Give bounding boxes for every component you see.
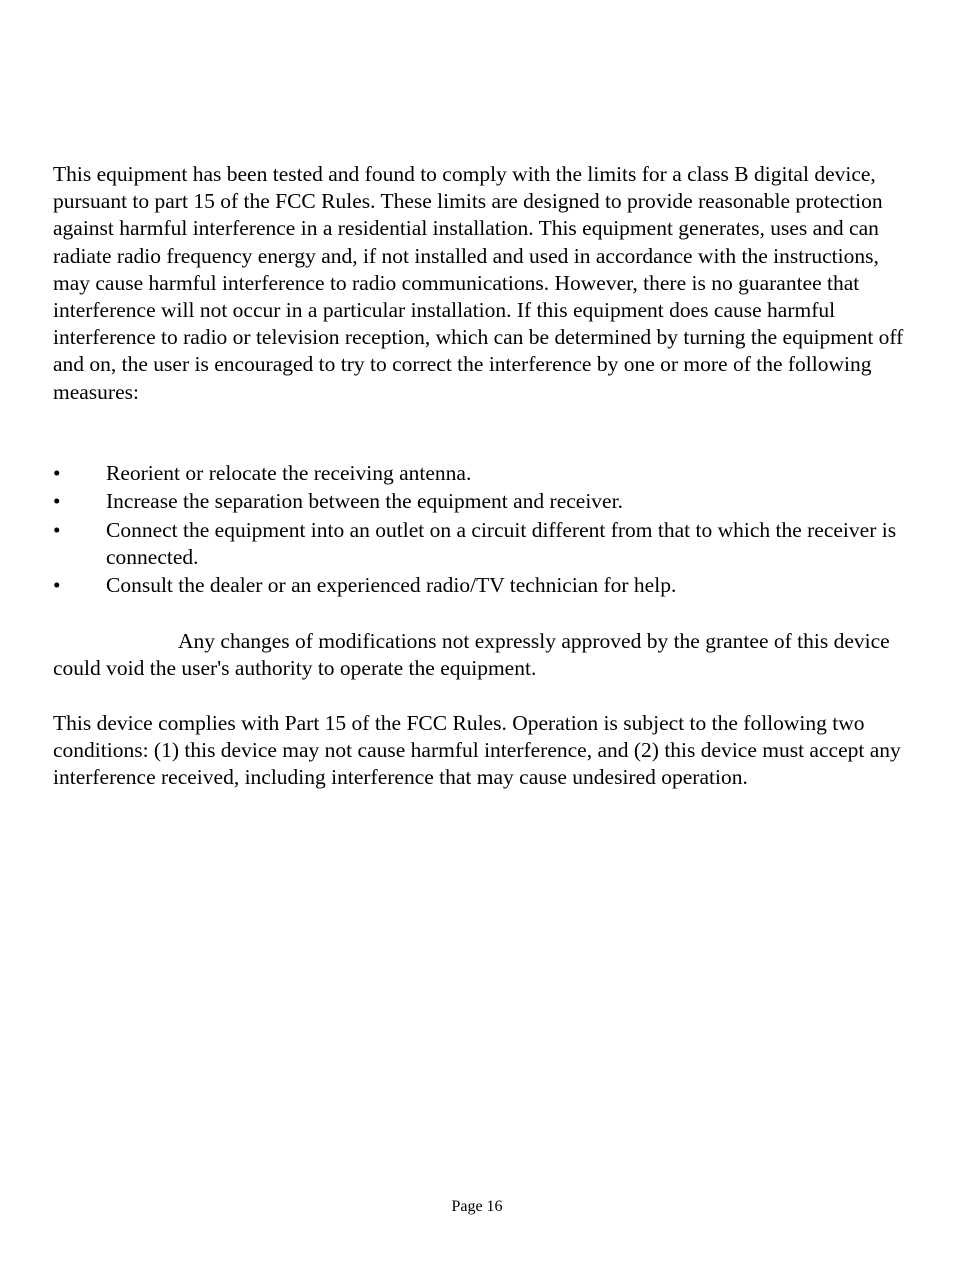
measures-list — [53, 460, 905, 601]
compliance-paragraph: This equipment has been tested and found to comply with the limits for a class B digital device, pursuant to part 15 of the FCC Rules. These limits are designed to provide reasonable protection against harmful interference in a residential installation. This equipment generates, uses and can radiate radio frequency energy and, if not installed and used in accordance with the instructions, may cause harmful interference to radio communications. However, there is no guarantee that interference will not occur in a particular installation. If this equipment does cause harmful interference to radio or television reception, which can be determined by turning the equipment off and on, the user is encouraged to try to correct the interference by one or more of the following measures: — [53, 162, 904, 404]
list-item-text: Connect the equipment into an outlet on a circuit different from that to which the receiver is connected. — [106, 517, 897, 569]
list-item — [53, 488, 905, 515]
list-item — [53, 572, 905, 599]
part15-conditions-paragraph: This device complies with Part 15 of the FCC Rules. Operation is subject to the following two conditions: (1) this device may not cause harmful interference, and (2) this device must accept any interference received, including interference that may cause undesired operation. — [53, 711, 901, 790]
list-item — [53, 460, 905, 487]
list-item-text: Consult the dealer or an experienced radio/TV technician for help. — [106, 573, 677, 598]
bullet-icon: • — [53, 573, 61, 598]
bullet-icon: • — [53, 489, 61, 514]
list-item-text: Increase the separation between the equipment and receiver. — [106, 489, 623, 514]
bullet-icon: • — [53, 517, 61, 542]
list-item-text: Reorient or relocate the receiving antenna. — [106, 461, 472, 485]
page-number: Page 16 — [451, 1198, 503, 1215]
modifications-paragraph: Any changes of modifications not expressly approved by the grantee of this device could void the user's authority to operate the equipment. — [53, 629, 890, 681]
list-item — [53, 517, 905, 571]
bullet-icon: • — [53, 461, 61, 485]
